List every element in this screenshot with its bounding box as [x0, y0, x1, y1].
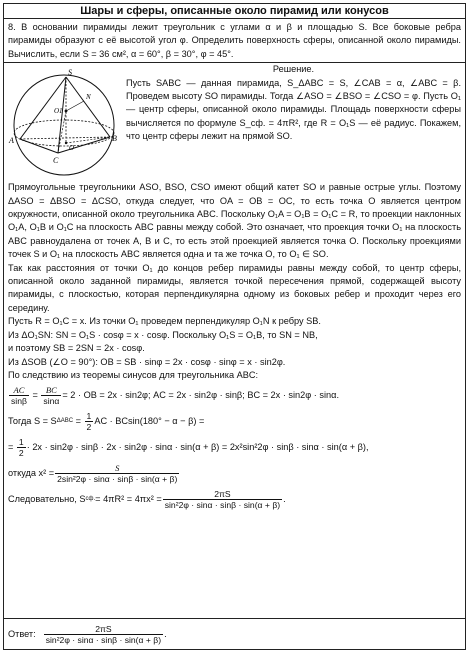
line-4: Из ΔSOB (∠O = 90°): OB = SB · sinφ = 2x · cosφ · sinφ = x · sin2φ.	[8, 356, 286, 367]
answer-box: Ответ: $\frac{2\pi S}{\text{sin²2φ · sinα · sinβ · sin(α + β)}}$ .	[4, 618, 465, 649]
sphere-area-label: Следовательно, S	[8, 493, 86, 504]
base-AC	[20, 139, 58, 153]
frac-AC-sinb: $\frac{AC}{\sin\beta}$	[11, 384, 27, 406]
label-N: N	[86, 93, 91, 102]
base-AB	[20, 137, 110, 139]
x-squared-row	[8, 460, 461, 486]
sphere-area-row: Следовательно, S сф. = 4πR² = 4πx² = $\frac{2\pi S}{\text{sin²2φ · sinα · sinβ · sin(α + β)}}$ .	[8, 488, 286, 510]
label-A: A	[9, 136, 14, 146]
expansion-text: · 2x · sin2φ · sinβ · 2x · sin2φ · sinα · sin(α + β) = 2x²sin²2φ · sinβ · sinα · sin(α + β),	[26, 441, 369, 452]
expansion-row: = $\frac{1}{2}$ · 2x · sin2φ · sinβ · 2x · sin2φ · sinα · sin(α + β) = 2x²sin²2φ · sinβ · sinα · sin(α + β),	[8, 436, 369, 458]
area-row: Тогда S = S ΔABC = $\frac{1}{2}$ AC · BCsin(180° − α − β) =	[8, 410, 205, 432]
label-O: O	[69, 144, 75, 153]
label-S: S	[68, 68, 72, 78]
area-row-end: AC · BCsin(180° − α − β) =	[94, 415, 205, 426]
label-B: B	[112, 134, 117, 144]
answer-label: Ответ:	[8, 629, 36, 639]
solution-top	[4, 63, 465, 181]
solution-paragraph-2: Прямоугольные треугольники ASO, BSO, CSO имеют общий катет SO и равные острые углы. Поэтому ΔASO = ΔBSO = ΔCSO, откуда следует, что OA = OB = OC, то есть точка O является центром окружности, описанной около треугольника ABC. Поскольку O₁A = O₁B = O₁C = R, то проекции наклонных O₁A, O₁B и O₁C на плоскость ABC равны между собой. Это означает, что проекция точки O₁ на плоскость ABC равноудалена от точек A, B и C, то есть этой проекцией является точка O. Поскольку проекциями точек S и O₁ на плоскость ABC является одна и та же точка O, то O₁ ∈ SO.	[8, 182, 461, 260]
page-title: Шары и сферы, описанные около пирамид или конусов	[4, 4, 465, 19]
solution-heading: Решение.	[272, 64, 315, 75]
sphere-area-fraction: $\frac{2\pi S}{\text{sin²2φ · sinα · sinβ · sin(α + β)}}$	[164, 488, 281, 510]
problem-statement: 8. В основании пирамиды лежит треугольник с углами α и β и площадью S. Все боковые ребра пирамиды образуют с её высотой угол φ. Определить поверхность сферы, описанной около пирамиды. Вычислить, если S = 36 см², α = 60°, β = 30°, φ = 45°.	[4, 19, 465, 63]
line-5: По следствию из теоремы синусов для треугольника ABC:	[8, 369, 259, 380]
sphere-area-mid: = 4πR² = 4πx² =	[95, 493, 162, 504]
line-3: и поэтому SB = 2SN = 2x · cosφ.	[8, 343, 145, 354]
edge-SC	[58, 77, 66, 153]
solution-intro	[126, 63, 461, 143]
line-1: Пусть R = O₁C = x. Из точки O₁ проведем перпендикуляр O₁N к ребру SB.	[8, 316, 321, 327]
sphere-outline	[14, 75, 114, 175]
answer-fraction: $\frac{2\pi S}{\text{sin²2φ · sinα · sinβ · sin(α + β)}}$	[45, 623, 162, 645]
perp-O1N	[66, 101, 84, 111]
frac-BC-sina: $\frac{BC}{\sin\alpha}$	[43, 384, 60, 406]
base-CB	[58, 137, 110, 153]
solution-body	[4, 181, 465, 512]
line-2: Из ΔO₁SN: SN = O₁S · cosφ = x · cosφ. Поскольку O₁S = O₁B, то SN = NB,	[8, 329, 318, 340]
area-row-start: Тогда S = S	[8, 415, 57, 426]
solution-paragraph-1: Пусть SABC — данная пирамида, S_ΔABC = S, ∠CAB = α, ∠ABC = β. Проведем высоту SO пирамиды. Тогда ∠ASO = ∠BSO = ∠CSO = φ. Пусть O₁ — центр сферы, описанной около пирамиды. Площадь поверхности сферы вычисляется по формуле S_сф. = 4πR², где R = O₁S — её радиус. Покажем, что центр сферы лежит на прямой SO.	[126, 77, 461, 142]
x-squared-fraction: $\frac{S}{\text{2sin²2φ · sinα · sinβ · sin(α + β)}}$	[57, 462, 178, 484]
pyramid-sphere-figure	[6, 63, 124, 181]
solution-paragraph-3: Так как расстояния от точки O₁ до концов ребер пирамиды равны между собой, то центр сферы, описанной около заданной пирамиды, является точкой пересечения прямой, содержащей высоту пирамиды, с плоскостью, которая перпендикулярна одному из боковых ребер и проходит через его середину.	[8, 262, 461, 313]
center-O1	[65, 110, 68, 113]
label-O1: O1	[54, 107, 63, 116]
x-squared-label: откуда x² =	[8, 467, 55, 478]
label-C: C	[53, 156, 59, 166]
center-O	[65, 142, 67, 144]
sine-theorem-rest: = 2 · OB = 2x · sin2φ; AC = 2x · sin2φ · sinβ; BC = 2x · sin2φ · sinα.	[62, 389, 340, 400]
worksheet-page	[3, 3, 466, 650]
sine-theorem-row: $\frac{AC}{\sin\beta}$ = $\frac{BC}{\sin\alpha}$ = 2 · OB = 2x · sin2φ; AC = 2x · sin2φ · sinβ; BC = 2x · sin2φ · sinα.	[11, 384, 340, 406]
